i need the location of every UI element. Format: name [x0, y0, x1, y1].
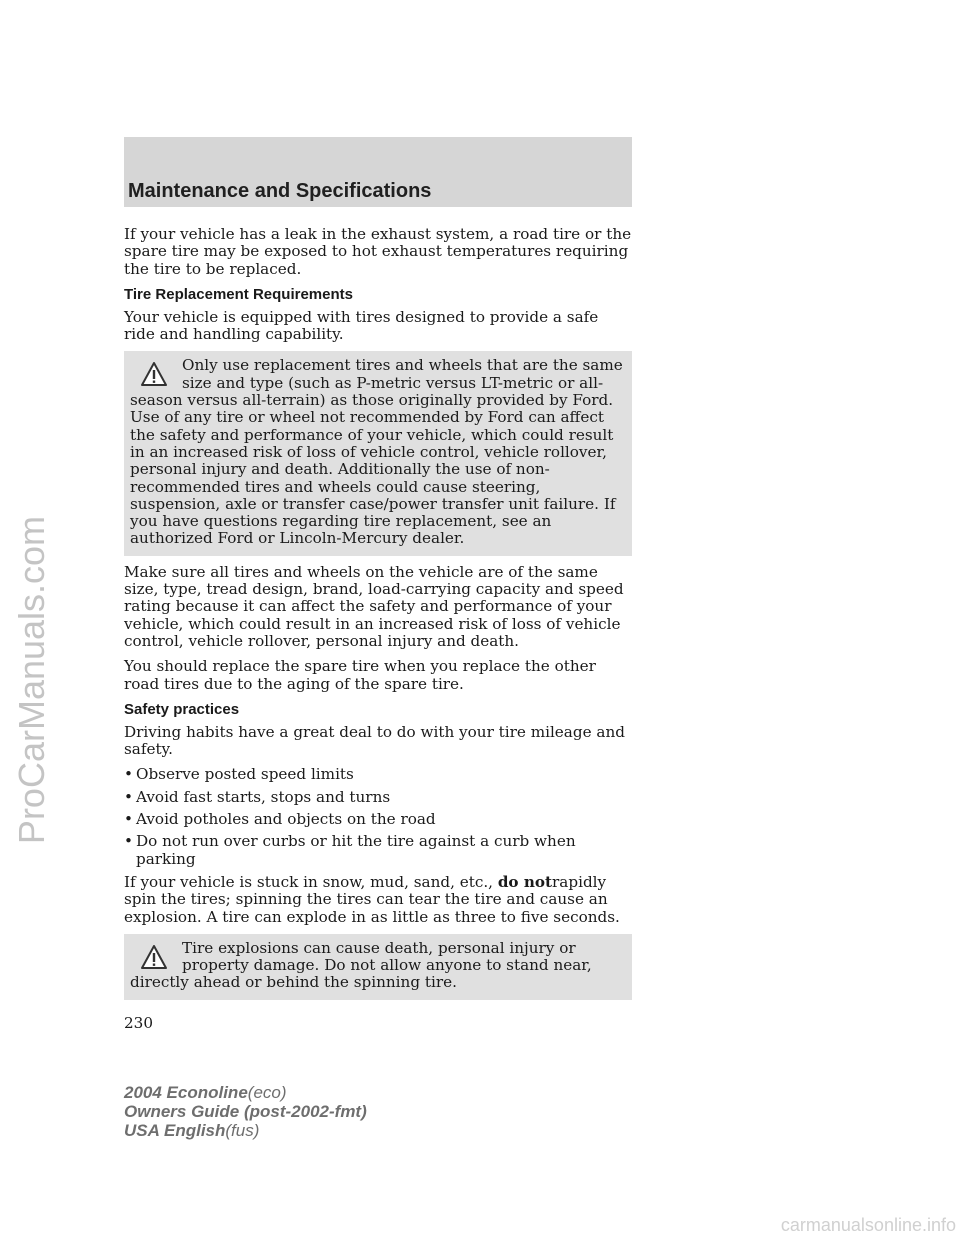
warning-box [124, 934, 632, 1000]
warning-triangle-icon [140, 361, 168, 387]
list-item: • Avoid potholes and objects on the road [124, 810, 436, 829]
intro-paragraph: If your vehicle has a leak in the exhaust system, a road tire or the spare tire may be exposed to hot exhaust temperatures requiring the tire to be replaced. [124, 225, 632, 278]
warning-box [124, 351, 632, 555]
safety-paragraph: Driving habits have a great deal to do with your tire mileage and safety. [124, 722, 625, 759]
stuck-paragraph: If your vehicle is stuck in snow, mud, sand, etc., do notrapidly spin the tires; spinning the tires can tear the tire and cause an explosion. A tire can explode in as little as three to five seconds. [124, 872, 620, 926]
warning-triangle-icon [140, 944, 168, 970]
warning-text: Only use replacement tires and wheels that are the same size and type (such as P-metric versus LT-metric or all-season versus all-terrain) as those originally provided by Ford. Use of any tire or wheel not recommended by Ford can affect the safety and performance of your vehicle, which could result in an increased risk of loss of vehicle control, vehicle rollover, personal injury and death. Additionally the use of non-recommended tires and wheels could cause steering, suspension, axle or transfer case/power transfer unit failure. If you have questions regarding tire replacement, see an authorized Ford or Lincoln-Mercury dealer. [130, 356, 623, 548]
list-item: • Do not run over curbs or hit the tire against a curb when parking [124, 832, 576, 868]
page-content [124, 226, 632, 1032]
document-footer: 2004 Econoline(eco) Owners Guide (post-2002-fmt) USA English(fus) [124, 1083, 367, 1140]
safety-list [124, 766, 632, 867]
list-item: • Observe posted speed limits [124, 765, 354, 784]
bottom-watermark: carmanualsonline.info [780, 1215, 956, 1235]
same-size-paragraph: Make sure all tires and wheels on the vehicle are of the same size, type, tread design, brand, load-carrying capacity and speed rating because it can affect the safety and performance of your vehicle, which could result in an increased risk of loss of vehicle control, vehicle rollover, personal injury and death. [124, 562, 624, 650]
tire-replacement-paragraph: Your vehicle is equipped with tires designed to provide a safe ride and handling capability. [124, 307, 599, 344]
section-heading-tire-replacement: Tire Replacement Requirements [124, 285, 353, 303]
page-number: 230 [124, 1013, 153, 1032]
spare-tire-paragraph: You should replace the spare tire when you replace the other road tires due to the aging of the spare tire. [124, 657, 596, 693]
page-title: Maintenance and Specifications [128, 180, 432, 202]
do-not-emphasis: do not [497, 872, 553, 891]
warning-text: Tire explosions can cause death, personal injury or property damage. Do not allow anyone to stand near, directly ahead or behind the spinning tire. [130, 938, 592, 992]
side-watermark: ProCarManuals.com [11, 515, 52, 845]
section-heading-safety: Safety practices [124, 700, 240, 718]
list-item: • Avoid fast starts, stops and turns [124, 787, 391, 806]
